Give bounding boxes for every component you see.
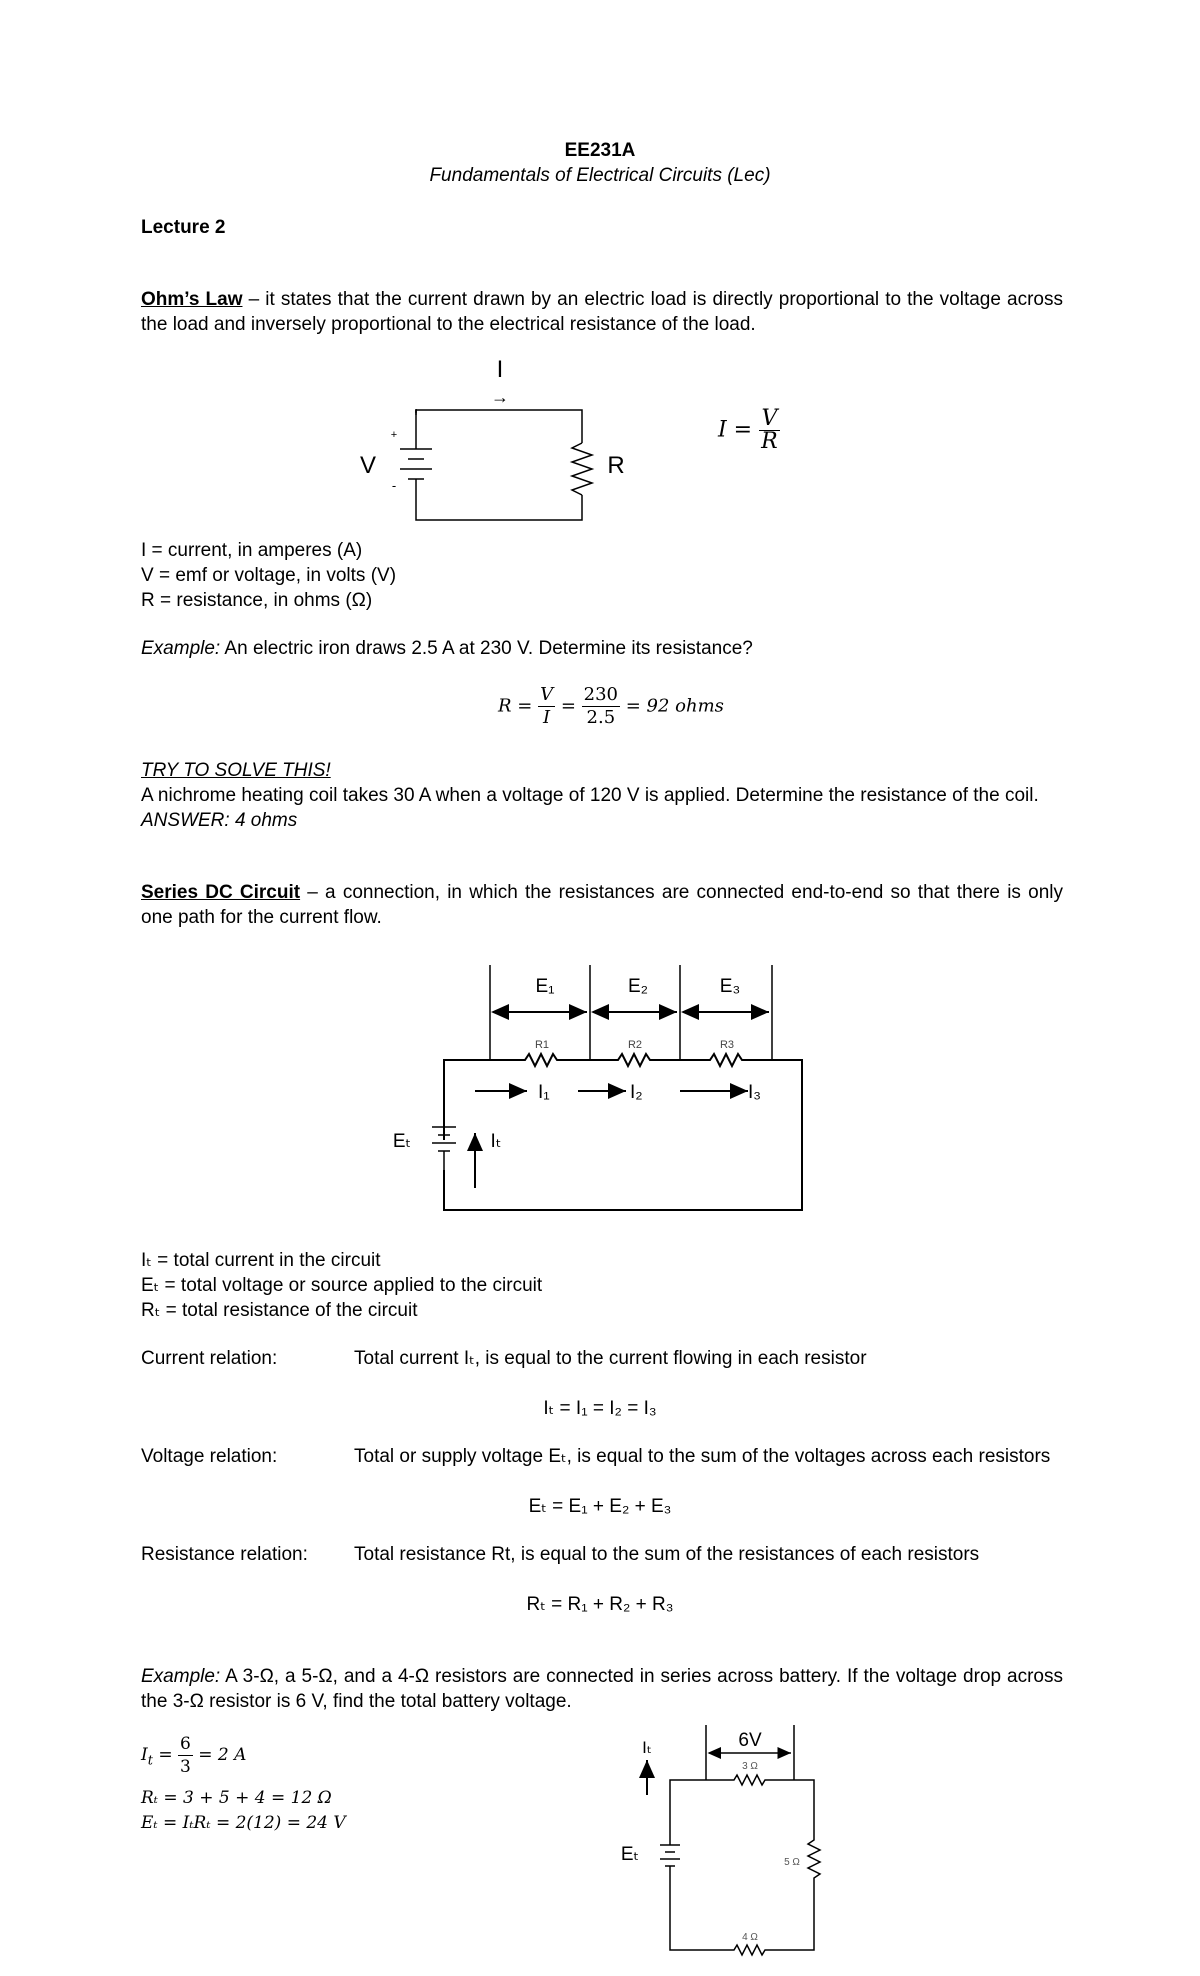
r1-label: R1 — [534, 1039, 550, 1051]
i3-label: I₃ — [748, 1082, 762, 1103]
relation-voltage-formula: Eₜ = E₁ + E₂ + E₃ — [528, 1496, 672, 1517]
sol1-lhs: I — [141, 1745, 148, 1765]
series-example — [141, 1664, 1063, 1714]
ohms-law-term: Ohm’s Law — [141, 289, 243, 310]
current-label: I — [496, 356, 504, 383]
et-label: Eₜ — [392, 1131, 412, 1152]
series-solution-line3: Eₜ = IₜRₜ = 2(12) = 24 V — [141, 1813, 346, 1833]
definition-resistance: R = resistance, in ohms (Ω) — [141, 590, 373, 611]
sol1-den: 3 — [180, 1757, 191, 1777]
voltage-label: V — [359, 452, 377, 479]
e3-label: E₃ — [719, 976, 741, 997]
course-title: Fundamentals of Electrical Circuits (Lec) — [429, 165, 771, 186]
r3-label: R3 — [719, 1039, 735, 1051]
ohms-law-definition — [141, 287, 1063, 337]
sol1-rhs: = 2 A — [198, 1745, 247, 1765]
relation-resistance-text: Total resistance Rt, is equal to the sum of the resistances of each resistors — [354, 1544, 980, 1565]
formula-numerator: V — [759, 408, 780, 431]
relation-resistance-label: Resistance relation: — [141, 1544, 308, 1565]
definition-current: I = current, in amperes (A) — [141, 540, 363, 561]
relation-resistance-formula: Rₜ = R₁ + R₂ + R₃ — [526, 1594, 674, 1615]
series-definition — [141, 880, 1063, 930]
series-circuit — [380, 960, 820, 1220]
i1-label: I₁ — [538, 1082, 550, 1103]
example-it-label: Iₜ — [642, 1738, 652, 1757]
lecture-title: Lecture 2 — [141, 217, 226, 238]
try-problem: A nichrome heating coil takes 30 A when a voltage of 120 V is applied. Determine the resistance of the coil. — [141, 785, 1039, 806]
ohms-law-formula — [718, 408, 780, 453]
current-arrow: → — [491, 387, 509, 407]
try-answer: ANSWER: 4 ohms — [141, 810, 298, 831]
solution-den1: I — [543, 707, 551, 728]
series-def-current: Iₜ = total current in the circuit — [141, 1250, 381, 1271]
minus-sign: - — [391, 478, 397, 493]
relation-voltage-label: Voltage relation: — [141, 1446, 278, 1467]
try-title: TRY TO SOLVE THIS! — [141, 760, 331, 781]
example-v-label: 6V — [738, 1730, 762, 1751]
resistor-zigzag — [572, 443, 592, 495]
r2-label: R2 — [627, 1039, 643, 1051]
wire-bottom — [416, 487, 582, 520]
definition-voltage: V = emf or voltage, in volts (V) — [141, 565, 397, 586]
course-code: EE231A — [564, 140, 636, 161]
series-solution-line2: Rₜ = 3 + 5 + 4 = 12 Ω — [141, 1788, 332, 1808]
example-circuit — [610, 1720, 850, 1970]
it-label: Iₜ — [490, 1131, 502, 1152]
example-r4-label: 4 Ω — [742, 1932, 758, 1943]
series-def-resistance: Rₜ = total resistance of the circuit — [141, 1300, 418, 1321]
series-term: Series DC Circuit — [141, 882, 301, 903]
formula-lhs: I = — [718, 417, 753, 443]
e1-label: E₁ — [535, 976, 555, 997]
example-text: An electric iron draws 2.5 A at 230 V. Determine its resistance? — [220, 638, 753, 659]
series-def-voltage: Eₜ = total voltage or source applied to the circuit — [141, 1275, 543, 1296]
resistor-label: R — [607, 452, 625, 479]
wire-top — [416, 410, 582, 443]
ohms-example-solution — [498, 684, 724, 729]
example-label: Example: — [141, 638, 221, 659]
series-solution-line1 — [141, 1733, 246, 1778]
solution-eq: = — [560, 695, 576, 717]
example-r3-label: 3 Ω — [742, 1761, 758, 1772]
relation-voltage-text: Total or supply voltage Eₜ, is equal to the sum of the voltages across each resistors — [354, 1446, 1051, 1467]
solution-num2: 230 — [583, 684, 619, 705]
example-r5-label: 5 Ω — [784, 1857, 800, 1868]
formula-denominator: R — [761, 429, 778, 454]
relation-current-label: Current relation: — [141, 1348, 278, 1369]
sol1-sub: t — [147, 1753, 153, 1769]
example-et-label: Eₜ — [620, 1844, 640, 1865]
solution-result: = 92 ohms — [625, 695, 724, 717]
sol1-eq: = — [152, 1745, 173, 1765]
ohms-law-text: – it states that the current drawn by an electric load is directly proportional to the voltage across the load and inversely proportional to the electrical resistance of the load. — [141, 289, 1063, 335]
sol1-num: 6 — [180, 1734, 191, 1754]
series-text: – a connection, in which the resistances are connected end-to-end so that there is only one path for the current flow. — [141, 882, 1063, 928]
relation-current-formula: Iₜ = I₁ = I₂ = I₃ — [543, 1398, 657, 1419]
i2-label: I₂ — [630, 1082, 643, 1103]
ohms-example — [141, 636, 753, 661]
series-example-label: Example: — [141, 1666, 221, 1687]
relation-current-text: Total current Iₜ, is equal to the current flowing in each resistor — [354, 1348, 867, 1369]
plus-sign: + — [390, 429, 398, 441]
ohms-law-circuit — [350, 355, 650, 525]
e2-label: E₂ — [627, 976, 649, 997]
solution-lhs: R = — [498, 695, 533, 717]
solution-num1: V — [540, 684, 554, 705]
series-example-text: A 3-Ω, a 5-Ω, and a 4-Ω resistors are connected in series across battery. If the voltage drop across the 3-Ω resistor is 6 V, find the total battery voltage. — [141, 1666, 1063, 1712]
solution-den2: 2.5 — [586, 707, 616, 728]
